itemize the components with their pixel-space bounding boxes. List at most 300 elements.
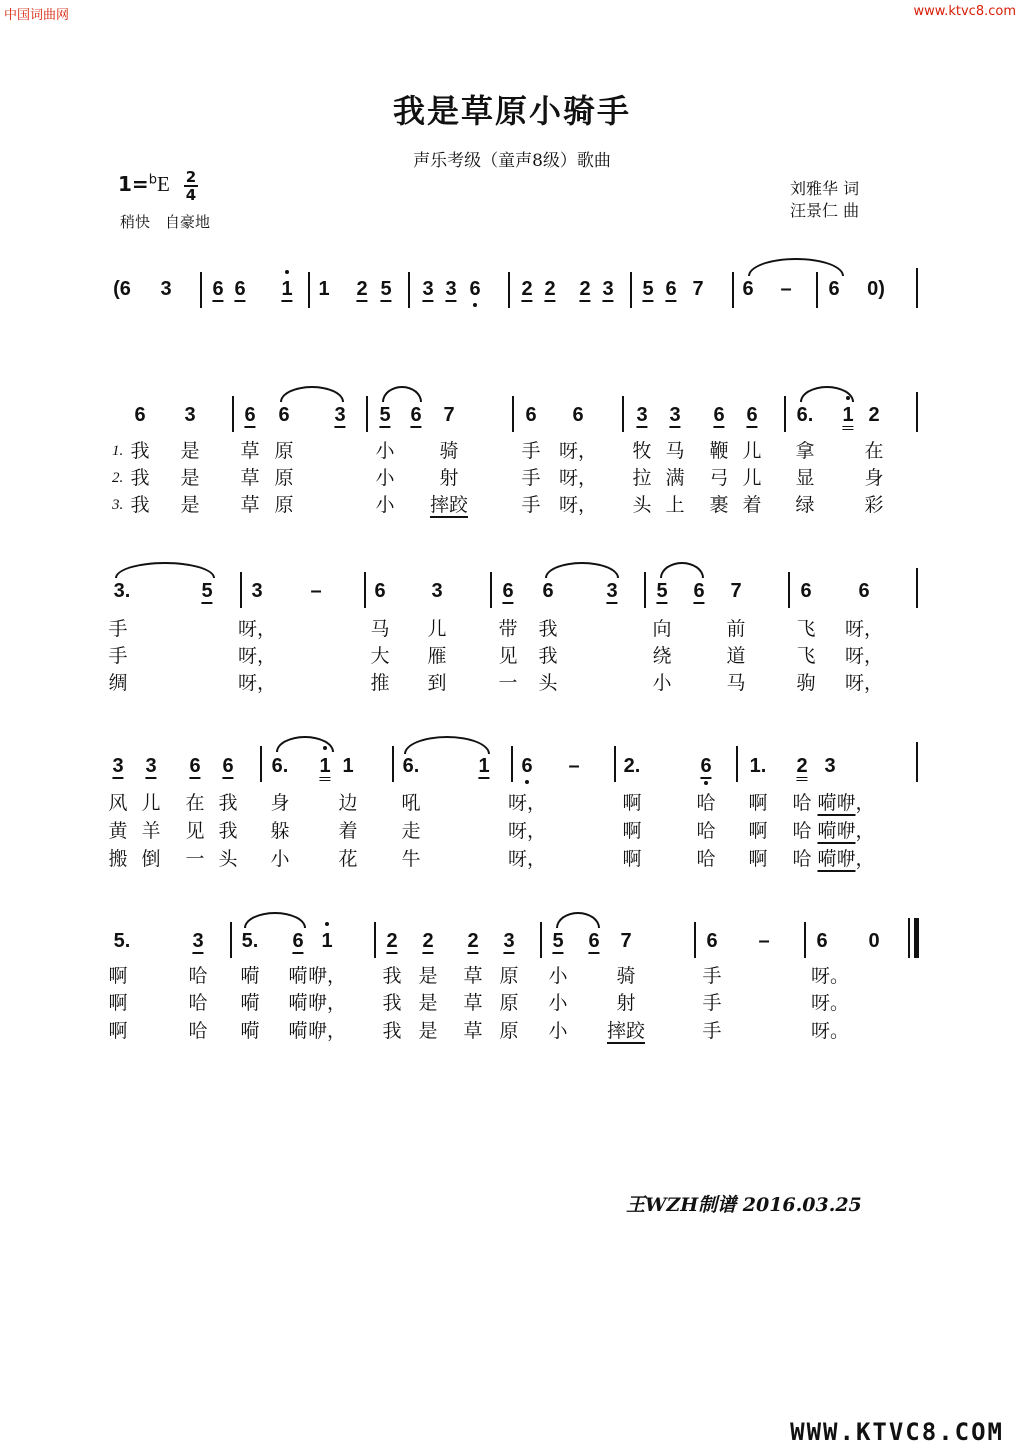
lyric-word: 是 <box>180 494 200 516</box>
note: 3 <box>431 580 443 602</box>
lyric-word: 搬 <box>108 848 128 870</box>
note: 6. <box>271 755 289 777</box>
slur <box>660 562 704 578</box>
note: 6 <box>542 580 554 602</box>
lyric-word: 呀， <box>844 645 884 667</box>
barline <box>736 746 738 782</box>
lyric-word: 呀。 <box>810 965 850 987</box>
note: 6 <box>700 755 712 777</box>
note: 6 <box>521 755 533 777</box>
credits <box>790 178 859 222</box>
note: 6 <box>746 404 758 426</box>
barline <box>622 396 624 432</box>
note: 5 <box>656 580 668 602</box>
lyric-word: 黄 <box>108 820 128 842</box>
note: 6 <box>713 404 725 426</box>
lyric-word: 我 <box>382 992 402 1014</box>
lyric-word: 哈 <box>188 965 208 987</box>
note: 3 <box>192 930 204 952</box>
meter-bottom: 4 <box>185 186 197 204</box>
note: 6 <box>502 580 514 602</box>
lyric-word: 呀， <box>507 820 547 842</box>
lyric-word: 在 <box>864 440 884 462</box>
note: 5 <box>201 580 213 602</box>
note: 6 <box>693 580 705 602</box>
note: 5 <box>379 404 391 426</box>
barline <box>308 272 310 308</box>
note: 6 <box>278 404 290 426</box>
note: 2 <box>796 755 807 777</box>
lyric-word: 满 <box>665 467 685 489</box>
site-name-link[interactable]: 中国词曲网 <box>4 8 70 23</box>
verse-number: 2. <box>112 470 124 486</box>
key-prefix: 1= <box>118 172 149 196</box>
key-note: E <box>156 172 170 196</box>
barline <box>408 272 410 308</box>
barline <box>512 396 514 432</box>
lyric-word: 哈 <box>792 820 812 842</box>
slur <box>115 562 215 578</box>
lyric-word: 羊 <box>141 820 161 842</box>
note: – <box>310 580 322 602</box>
lyric-word: 嗬咿， <box>817 848 875 870</box>
lyric-word: 嗬 <box>288 965 308 987</box>
lyric-word: 小 <box>375 467 395 489</box>
lyric-word: 我 <box>538 645 558 667</box>
lyric-word: 呀， <box>237 618 277 640</box>
lyric-word: 马 <box>665 440 685 462</box>
lyric-word: 儿 <box>742 467 762 489</box>
lyric-word: 我 <box>218 792 238 814</box>
lyric-word: 大 <box>370 645 390 667</box>
note: – <box>758 930 770 952</box>
lyric-word <box>607 1020 645 1042</box>
lyric-word: 呀， <box>558 467 598 489</box>
lyric-word: 啊 <box>748 820 768 842</box>
octave-dot <box>473 303 477 307</box>
note: 3 <box>503 930 515 952</box>
note: 3 <box>669 404 681 426</box>
verse-number: 3. <box>112 497 124 513</box>
note: 5 <box>552 930 564 952</box>
slur <box>556 912 600 928</box>
lyric-word: 头 <box>538 672 558 694</box>
lyric-underlined: 摔跤 <box>429 494 469 516</box>
lyric-word: 向 <box>652 618 672 640</box>
lyric-word: 呀。 <box>810 992 850 1014</box>
barline <box>644 572 646 608</box>
barline <box>614 746 616 782</box>
note: – <box>568 755 580 777</box>
lyric-underlined: 嗬咿 <box>817 820 856 842</box>
lyric-word: 原 <box>274 494 294 516</box>
note: 3 <box>160 278 172 300</box>
lyric-word: 推 <box>370 672 390 694</box>
lyric-word: 边 <box>338 792 358 814</box>
transcriber-signature: 王WZH制谱 2016.03.25 <box>626 1194 862 1216</box>
lyric-word: 鞭 <box>709 440 729 462</box>
lyric-word: 骑 <box>439 440 459 462</box>
lyric-word: 啊 <box>108 965 128 987</box>
barline <box>804 922 806 958</box>
lyric-word: 前 <box>726 618 746 640</box>
barline <box>816 272 818 308</box>
lyric-word: 草 <box>463 1020 483 1042</box>
lyric-word: 我 <box>218 820 238 842</box>
note: 6 <box>212 278 224 300</box>
lyric-word: 哈 <box>696 848 716 870</box>
key-signature <box>118 172 170 197</box>
tempo-marking: 稍快 自豪地 <box>120 213 211 231</box>
lyric-word: 草 <box>240 494 260 516</box>
note: 6 <box>572 404 584 426</box>
lyric-word: 射 <box>616 992 636 1014</box>
lyric-word: 啊 <box>108 1020 128 1042</box>
site-url-link[interactable]: www.ktvc8.com <box>913 4 1016 19</box>
note: 2 <box>544 278 556 300</box>
lyric-word: 儿 <box>742 440 762 462</box>
lyric-word: 嗬咿， <box>817 792 875 814</box>
lyric-word: 一 <box>185 848 205 870</box>
note: 2 <box>467 930 479 952</box>
note: 3 <box>602 278 614 300</box>
lyric-word: 身 <box>864 467 884 489</box>
barline <box>916 742 918 782</box>
lyric-word: 是 <box>180 440 200 462</box>
note: 1 <box>318 278 330 300</box>
lyric-word: 弓 <box>709 467 729 489</box>
note: 1 <box>842 404 853 426</box>
lyric-word: 飞 <box>796 618 816 640</box>
lyric-word: 呀， <box>558 440 598 462</box>
lyric-word: 拉 <box>632 467 652 489</box>
note: 0 <box>868 930 880 952</box>
lyric-word: 小 <box>548 992 568 1014</box>
meter-top: 2 <box>185 168 197 186</box>
note: 6 <box>469 278 481 300</box>
barline <box>230 922 232 958</box>
verse-number: 1. <box>112 443 124 459</box>
lyric-word: 呀， <box>237 645 277 667</box>
lyric-word: 呀。 <box>810 1020 850 1042</box>
song-title: 我是草原小骑手 <box>392 92 631 130</box>
octave-dot <box>525 780 529 784</box>
octave-dot <box>323 746 327 750</box>
lyric-word: 彩 <box>864 494 884 516</box>
barline <box>511 746 513 782</box>
barline <box>392 746 394 782</box>
note: 7 <box>730 580 742 602</box>
note: 2. <box>623 755 641 777</box>
note: 2 <box>386 930 398 952</box>
note: 6 <box>665 278 677 300</box>
barline <box>788 572 790 608</box>
note: 5. <box>241 930 259 952</box>
note: 6 <box>858 580 870 602</box>
footer-watermark <box>790 1418 1004 1446</box>
barline <box>364 572 366 608</box>
lyric-word: 嗬咿， <box>817 820 875 842</box>
lyric-word <box>430 494 468 516</box>
note: 7 <box>692 278 704 300</box>
note: 1 <box>342 755 354 777</box>
lyric-word: 小 <box>375 494 395 516</box>
lyric-word: 风 <box>108 792 128 814</box>
footer-url-text: WWW.KTVC8.COM <box>790 1418 1004 1446</box>
lyric-word: 显 <box>795 467 815 489</box>
note: 6 <box>525 404 537 426</box>
note: 3 <box>636 404 648 426</box>
note: 2 <box>579 278 591 300</box>
lyric-word: 驹 <box>796 672 816 694</box>
lyricist-credit: 刘雅华 词 <box>790 179 860 198</box>
lyric-word: 啊 <box>622 848 642 870</box>
lyric-word: 射 <box>439 467 459 489</box>
lyric-word: 手 <box>702 992 722 1014</box>
note: 6 <box>828 278 840 300</box>
note: 3 <box>112 755 124 777</box>
final-barline-thick <box>914 918 919 958</box>
lyric-word: 草 <box>240 467 260 489</box>
lyric-word: 我 <box>130 494 150 516</box>
note: 6 <box>234 278 246 300</box>
lyric-word: 绿 <box>795 494 815 516</box>
note: 6 <box>222 755 234 777</box>
lyric-word: 草 <box>463 992 483 1014</box>
lyric-word: 小 <box>548 1020 568 1042</box>
lyric-word: 啊 <box>622 820 642 842</box>
octave-dot <box>846 396 850 400</box>
lyric-word: 是 <box>418 992 438 1014</box>
note: 3. <box>113 580 131 602</box>
lyric-word: 裹 <box>709 494 729 516</box>
lyric-word: 见 <box>498 645 518 667</box>
lyric-word: 是 <box>180 467 200 489</box>
note: 6 <box>588 930 600 952</box>
lyric-word: 原 <box>274 440 294 462</box>
note: 7 <box>620 930 632 952</box>
octave-dot <box>704 781 708 785</box>
lyric-word: 小 <box>270 848 290 870</box>
lyric-word: 手 <box>702 965 722 987</box>
note: 3 <box>145 755 157 777</box>
note: 6 <box>800 580 812 602</box>
barline <box>366 396 368 432</box>
note: 1 <box>319 755 330 777</box>
lyric-word: 咿， <box>307 992 347 1014</box>
lyric-word: 我 <box>538 618 558 640</box>
final-barline-thin <box>908 918 910 958</box>
lyric-word: 咿， <box>307 1020 347 1042</box>
slur <box>404 736 490 754</box>
barline <box>374 922 376 958</box>
note: 0) <box>867 278 885 300</box>
lyric-word: 拿 <box>795 440 815 462</box>
lyric-word: 小 <box>375 440 395 462</box>
lyric-word: 我 <box>382 965 402 987</box>
note: 6 <box>706 930 718 952</box>
note: 3 <box>606 580 618 602</box>
lyric-word: 我 <box>382 1020 402 1042</box>
lyric-word: 哈 <box>696 820 716 842</box>
lyric-word: 头 <box>218 848 238 870</box>
lyric-word: 哈 <box>792 792 812 814</box>
note: 1. <box>749 755 767 777</box>
lyric-word: 马 <box>370 618 390 640</box>
slur <box>748 258 844 276</box>
lyric-word: 绸 <box>108 672 128 694</box>
lyric-word: 骑 <box>616 965 636 987</box>
note: 6 <box>134 404 146 426</box>
lyric-word: 手 <box>108 645 128 667</box>
note: 3 <box>184 404 196 426</box>
lyric-word: 啊 <box>748 792 768 814</box>
note: 1 <box>478 755 490 777</box>
lyric-word: 原 <box>499 992 519 1014</box>
lyric-word: 手 <box>521 467 541 489</box>
lyric-word: 原 <box>274 467 294 489</box>
note: 3 <box>824 755 836 777</box>
lyric-word: 手 <box>108 618 128 640</box>
lyric-word: 牛 <box>401 848 421 870</box>
lyric-word: 是 <box>418 965 438 987</box>
lyric-word: 小 <box>652 672 672 694</box>
note: 2 <box>356 278 368 300</box>
note: 3 <box>422 278 434 300</box>
lyric-word: 一 <box>498 672 518 694</box>
note: 3 <box>251 580 263 602</box>
note: 6 <box>410 404 422 426</box>
note: – <box>780 278 792 300</box>
barline <box>916 392 918 432</box>
lyric-word: 呀， <box>507 848 547 870</box>
lyric-word: 到 <box>427 672 447 694</box>
note: 6 <box>189 755 201 777</box>
note: 2 <box>422 930 434 952</box>
lyric-word: 草 <box>240 440 260 462</box>
barline <box>260 746 262 782</box>
barline <box>200 272 202 308</box>
lyric-word: 草 <box>463 965 483 987</box>
lyric-word: 吼 <box>401 792 421 814</box>
lyric-word: 上 <box>665 494 685 516</box>
octave-dot <box>285 270 289 274</box>
slur <box>545 562 619 578</box>
lyric-word: 儿 <box>141 792 161 814</box>
lyric-word: 哈 <box>696 792 716 814</box>
lyric-word: 飞 <box>796 645 816 667</box>
lyric-word: 咿， <box>307 965 347 987</box>
lyric-word: 啊 <box>748 848 768 870</box>
lyric-word: 手 <box>702 1020 722 1042</box>
lyric-word: 在 <box>185 792 205 814</box>
lyric-word: 着 <box>338 820 358 842</box>
note: 2 <box>521 278 533 300</box>
lyric-word: 马 <box>726 672 746 694</box>
barline <box>732 272 734 308</box>
lyric-word: 我 <box>130 440 150 462</box>
composer-credit: 汪景仁 曲 <box>790 201 860 220</box>
lyric-word: 身 <box>270 792 290 814</box>
note: 3 <box>445 278 457 300</box>
lyric-word: 嗬 <box>288 1020 308 1042</box>
barline <box>694 922 696 958</box>
note: (6 <box>113 278 131 300</box>
note: 3 <box>334 404 346 426</box>
note: 1 <box>281 278 293 300</box>
note: 6 <box>816 930 828 952</box>
barline <box>232 396 234 432</box>
lyric-word: 呀， <box>507 792 547 814</box>
barline <box>240 572 242 608</box>
lyric-word: 走 <box>401 820 421 842</box>
lyric-word: 嗬 <box>240 992 260 1014</box>
lyric-word: 牧 <box>632 440 652 462</box>
lyric-word: 手 <box>521 440 541 462</box>
lyric-word: 道 <box>726 645 746 667</box>
lyric-word: 呀， <box>558 494 598 516</box>
lyric-word: 啊 <box>622 792 642 814</box>
note: 6 <box>374 580 386 602</box>
lyric-word: 头 <box>632 494 652 516</box>
barline <box>916 568 918 608</box>
lyric-word: 哈 <box>792 848 812 870</box>
lyric-underlined: 嗬咿 <box>817 848 856 870</box>
lyric-word: 呀， <box>844 672 884 694</box>
barline <box>508 272 510 308</box>
lyric-word: 啊 <box>108 992 128 1014</box>
barline <box>490 572 492 608</box>
lyric-word: 嗬 <box>288 992 308 1014</box>
flat-sign: b <box>148 172 157 188</box>
slur <box>280 386 344 402</box>
slur <box>382 386 422 402</box>
note: 6 <box>742 278 754 300</box>
note: 5 <box>380 278 392 300</box>
note: 6 <box>244 404 256 426</box>
lyric-word: 见 <box>185 820 205 842</box>
octave-dot <box>325 922 329 926</box>
song-subtitle: 声乐考级（童声8级）歌曲 <box>413 151 611 171</box>
lyric-word: 儿 <box>427 618 447 640</box>
lyric-word: 呀， <box>844 618 884 640</box>
barline <box>784 396 786 432</box>
note: 6. <box>402 755 420 777</box>
lyric-word: 小 <box>548 965 568 987</box>
barline <box>540 922 542 958</box>
note: 5 <box>642 278 654 300</box>
barline <box>916 268 918 308</box>
lyric-word: 躲 <box>270 820 290 842</box>
lyric-word: 原 <box>499 965 519 987</box>
lyric-word: 我 <box>130 467 150 489</box>
note: 6. <box>796 404 814 426</box>
lyric-word: 绕 <box>652 645 672 667</box>
note: 7 <box>443 404 455 426</box>
lyric-word: 雁 <box>427 645 447 667</box>
barline <box>630 272 632 308</box>
lyric-word: 是 <box>418 1020 438 1042</box>
lyric-word: 倒 <box>141 848 161 870</box>
note: 2 <box>868 404 880 426</box>
note: 1 <box>321 930 333 952</box>
lyric-underlined: 嗬咿 <box>817 792 856 814</box>
lyric-word: 哈 <box>188 992 208 1014</box>
lyric-word: 手 <box>521 494 541 516</box>
time-signature <box>184 170 198 202</box>
lyric-word: 嗬 <box>240 965 260 987</box>
lyric-word: 着 <box>742 494 762 516</box>
